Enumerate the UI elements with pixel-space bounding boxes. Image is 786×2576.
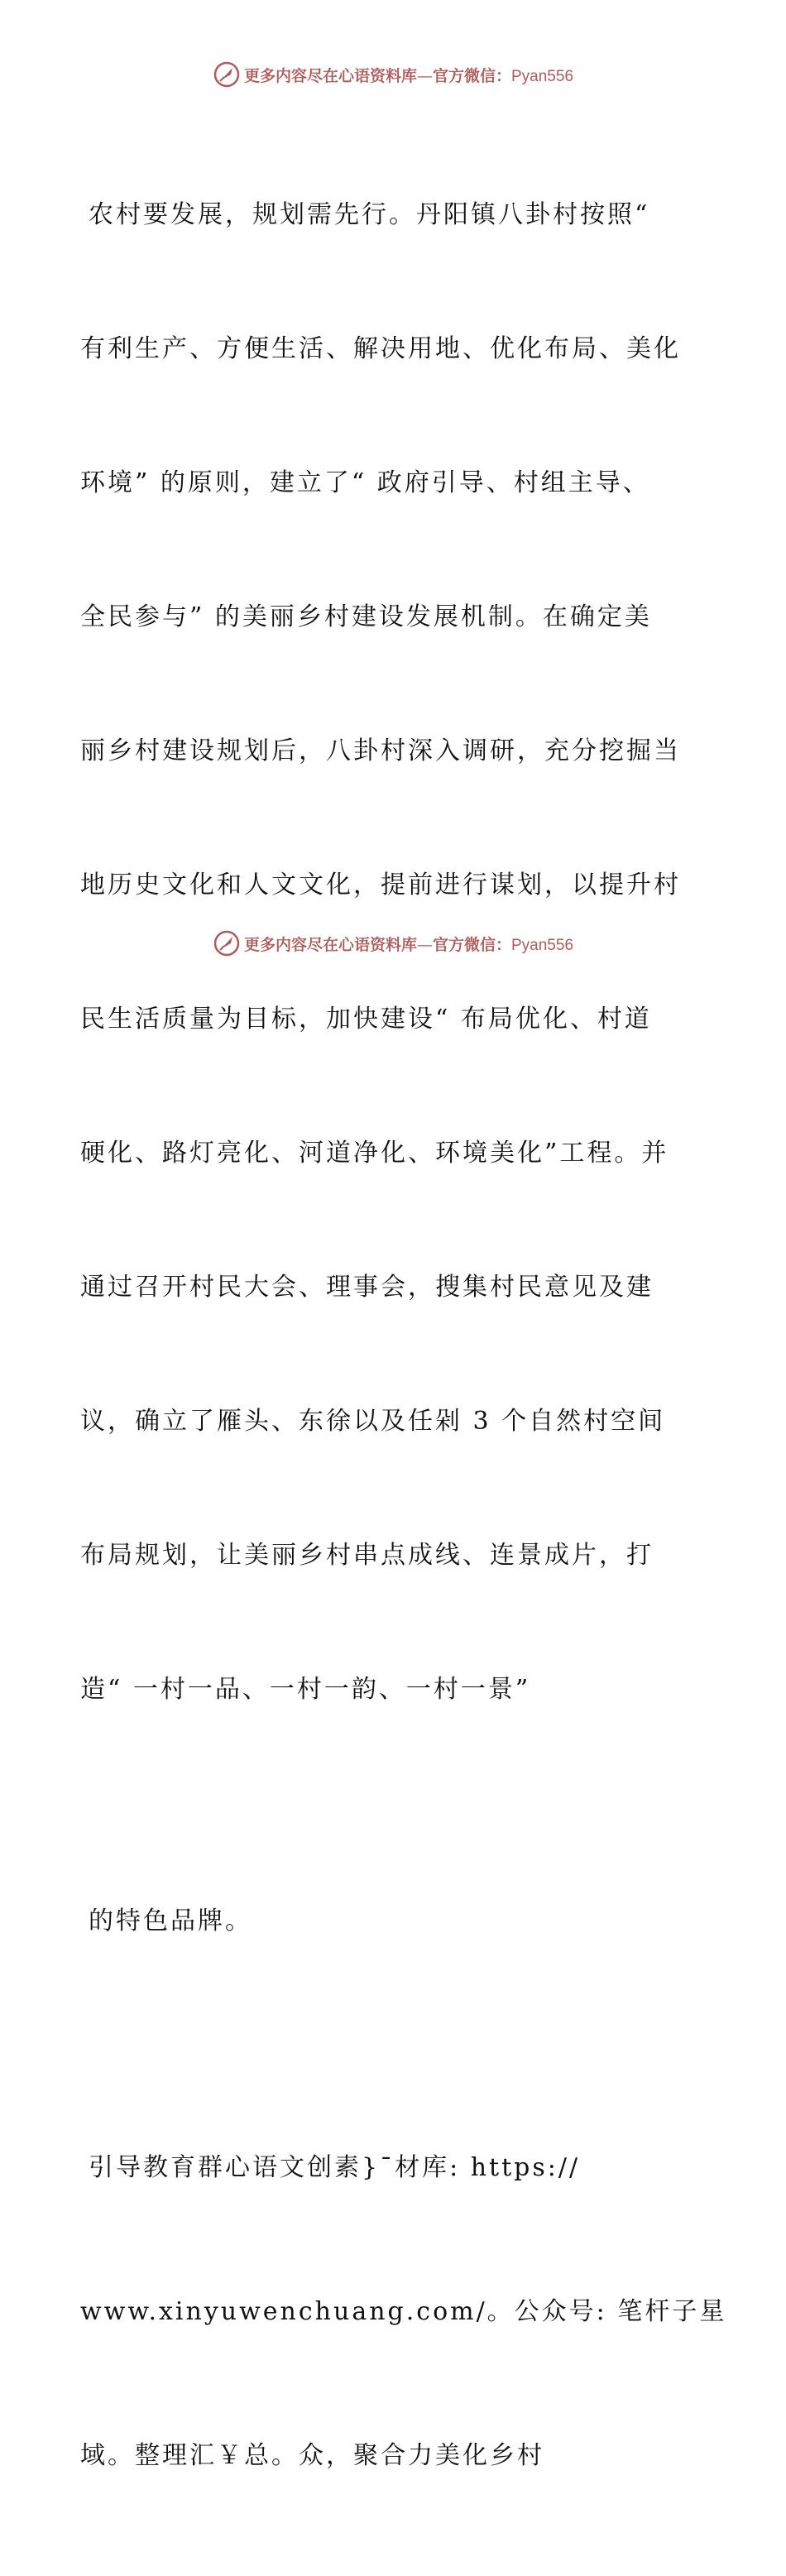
- header-banner: [0, 58, 786, 91]
- official-label: 官方微信：: [432, 66, 511, 85]
- paragraph-line: 农村要发展，规划需先行。丹阳镇八卦村按照“: [89, 200, 650, 229]
- footer-banner-text: [244, 933, 573, 955]
- paragraph-line: 全民参与” 的美丽乡村建设发展机制。在确定美: [80, 602, 652, 631]
- paragraph-line: 的特色品牌。: [89, 1907, 252, 1936]
- official-label: 官方微信：: [432, 935, 511, 954]
- dash: —: [416, 66, 433, 85]
- footer-banner: [0, 927, 786, 960]
- paragraph-line: 域。整理汇￥总。众，聚合力美化乡村: [80, 2441, 544, 2470]
- quill-circle-logo-icon: [213, 929, 241, 957]
- paragraph-line: 通过召开村民大会、理事会，搜集村民意见及建: [80, 1273, 654, 1302]
- paragraph-line: 丽乡村建设规划后，八卦村深入调研，充分挖掘当: [80, 736, 681, 765]
- paragraph-line: www.xinyuwenchuang.com/。公众号: 笔杆子星: [80, 2297, 727, 2326]
- quill-circle-logo-icon: [213, 60, 241, 89]
- paragraph-line: 议，确立了雁头、东徐以及任剁 3 个自然村空间: [80, 1407, 666, 1436]
- wechat-id: Pyan556: [511, 67, 574, 85]
- paragraph-line: 民生活质量为目标，加快建设“ 布局优化、村道: [80, 1005, 652, 1034]
- paragraph-line: 有利生产、方便生活、解决用地、优化布局、美化: [80, 334, 681, 363]
- dash: —: [416, 935, 433, 954]
- paragraph-line: 布局规划，让美丽乡村串点成线、连景成片，打: [80, 1541, 654, 1570]
- paragraph-2: [80, 1810, 709, 2033]
- wechat-id: Pyan556: [511, 936, 574, 954]
- brand-text: 更多内容尽在心语资料库: [243, 66, 417, 85]
- paragraph-line: 引导教育群心语文创素}¯材库: https://: [89, 2153, 581, 2182]
- document-body: [80, 103, 727, 2576]
- paragraph-line: 硬化、路灯亮化、河道净化、环境美化”工程。并: [80, 1139, 669, 1168]
- brand-text: 更多内容尽在心语资料库: [243, 935, 417, 954]
- paragraph-line: 造“ 一村一品、一村一韵、一村一景”: [80, 1675, 531, 1704]
- paragraph-3: [80, 2048, 727, 2576]
- header-banner-text: [244, 64, 573, 86]
- paragraph-line: 环境” 的原则，建立了“ 政府引导、村组主导、: [80, 468, 650, 497]
- paragraph-line: 地历史文化和人文文化，提前进行谋划，以提升村: [80, 871, 681, 899]
